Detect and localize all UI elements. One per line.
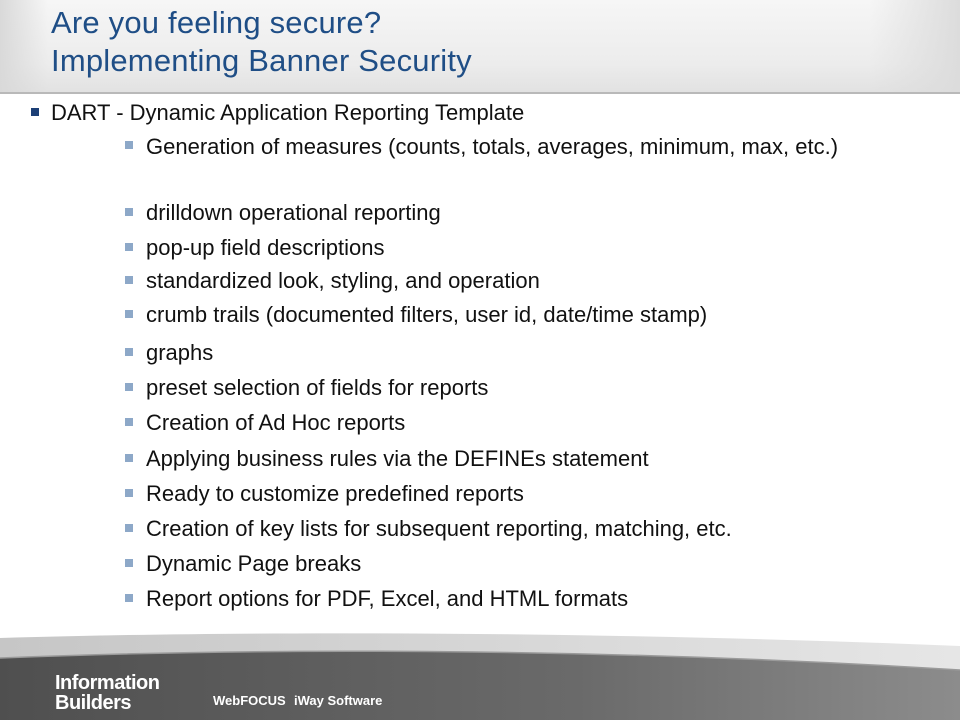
main-bullet-text: DART - Dynamic Application Reporting Template: [51, 100, 525, 125]
sub-bullet-text: Applying business rules via the DEFINEs statement: [146, 446, 649, 471]
footer-product-iway: iWay Software: [294, 693, 383, 708]
square-bullet-icon: [125, 524, 133, 532]
footer-banner: [0, 630, 960, 720]
square-bullet-icon: [125, 310, 133, 318]
slide-title-line2: Implementing Banner Security: [51, 43, 472, 78]
square-bullet-icon: [31, 108, 39, 116]
slide-title-line1: Are you feeling secure?: [51, 5, 382, 40]
sub-bullet-text: crumb trails (documented filters, user id, date/time stamp): [146, 302, 708, 327]
square-bullet-icon: [125, 141, 133, 149]
sub-bullet-text: pop-up field descriptions: [146, 235, 385, 260]
slide-title: [51, 4, 472, 80]
footer-product-webfocus: WebFOCUS: [213, 693, 286, 708]
sub-bullet-text: standardized look, styling, and operation: [146, 268, 540, 293]
square-bullet-icon: [125, 276, 133, 284]
square-bullet-icon: [125, 418, 133, 426]
company-logo-line1: Information: [55, 672, 160, 694]
square-bullet-icon: [125, 559, 133, 567]
square-bullet-icon: [125, 594, 133, 602]
square-bullet-icon: [125, 454, 133, 462]
title-divider: [0, 92, 960, 94]
square-bullet-icon: [125, 208, 133, 216]
sub-bullet-text: Ready to customize predefined reports: [146, 481, 524, 506]
square-bullet-icon: [125, 489, 133, 497]
title-band-right-shade: [870, 0, 960, 92]
sub-bullet-text: Creation of Ad Hoc reports: [146, 410, 406, 435]
sub-bullet-text: Report options for PDF, Excel, and HTML formats: [146, 586, 629, 611]
title-band-left-shade: [0, 0, 48, 92]
sub-bullet-text: graphs: [146, 340, 214, 365]
sub-bullet-text: Dynamic Page breaks: [146, 551, 362, 576]
sub-bullet-text: Generation of measures (counts, totals, averages, minimum, max, etc.): [146, 134, 839, 159]
square-bullet-icon: [125, 348, 133, 356]
square-bullet-icon: [125, 243, 133, 251]
square-bullet-icon: [125, 383, 133, 391]
sub-bullet-text: preset selection of fields for reports: [146, 375, 489, 400]
sub-bullet-text: drilldown operational reporting: [146, 200, 441, 225]
company-logo-line2: Builders: [55, 692, 132, 714]
sub-bullet-text: Creation of key lists for subsequent reporting, matching, etc.: [146, 516, 732, 541]
